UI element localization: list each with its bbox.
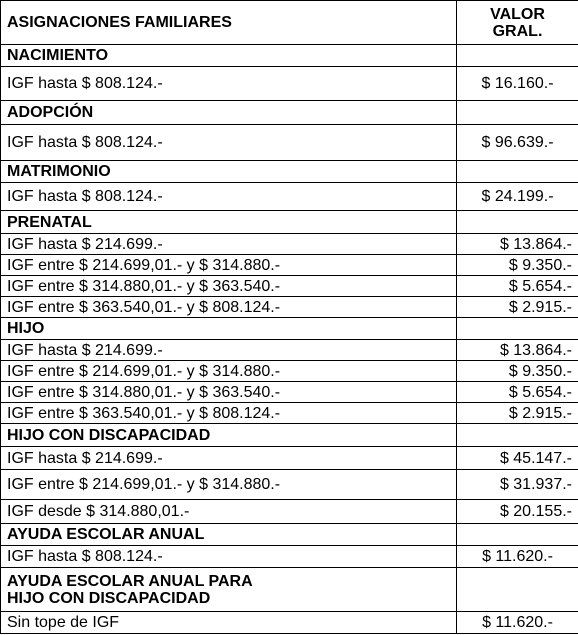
section-value-empty [457,524,578,546]
row-label: IGF hasta $ 808.124.- [1,125,457,161]
section-row [1,568,578,612]
row-label: IGF entre $ 214.699,01.- y $ 314.880.- [1,255,457,276]
row-label: IGF entre $ 214.699,01.- y $ 314.880.- [1,470,457,500]
table-row [1,234,578,255]
row-value: $ 5.654.- [457,382,578,403]
header-row [1,1,578,45]
table-row [1,500,578,524]
row-value: $ 96.639.- [457,125,578,161]
row-label: IGF entre $ 363.540,01.- y $ 808.124.- [1,297,457,318]
table-row [1,125,578,161]
section-title: PRENATAL [1,211,457,234]
section-value-empty [457,318,578,340]
row-value: $ 9.350.- [457,255,578,276]
row-value: $ 20.155.- [457,500,578,524]
section-title [1,568,457,612]
section-title: ADOPCIÓN [1,101,457,125]
header-title: ASIGNACIONES FAMILIARES [1,1,457,45]
row-value: $ 24.199.- [457,183,578,211]
section-row [1,318,578,340]
section-row [1,45,578,67]
section-title: MATRIMONIO [1,161,457,183]
table-row [1,276,578,297]
section-value-empty [457,161,578,183]
row-label: IGF entre $ 214.699,01.- y $ 314.880.- [1,361,457,382]
table-row [1,340,578,361]
row-label: IGF hasta $ 214.699.- [1,447,457,470]
row-value: $ 31.937.- [457,470,578,500]
section-title: AYUDA ESCOLAR ANUAL [1,524,457,546]
section-title: HIJO CON DISCAPACIDAD [1,424,457,447]
row-label: IGF hasta $ 808.124.- [1,183,457,211]
table-row [1,403,578,424]
header-value [457,1,578,45]
table-row [1,183,578,211]
row-label: IGF desde $ 314.880,01.- [1,500,457,524]
section-value-empty [457,45,578,67]
section-value-empty [457,568,578,612]
table-row [1,67,578,101]
section-title-line-2: HIJO CON DISCAPACIDAD [7,589,211,607]
header-value-line-2: GRAL. [492,22,543,40]
row-value: $ 45.147.- [457,447,578,470]
table-row [1,361,578,382]
row-value: $ 5.654.- [457,276,578,297]
row-value: $ 11.620.- [457,612,578,634]
section-value-empty [457,424,578,447]
row-value: $ 9.350.- [457,361,578,382]
section-value-empty [457,101,578,125]
row-label: IGF hasta $ 214.699.- [1,340,457,361]
row-value: $ 2.915.- [457,297,578,318]
row-label: IGF entre $ 314.880,01.- y $ 363.540.- [1,382,457,403]
row-label: IGF entre $ 363.540,01.- y $ 808.124.- [1,403,457,424]
section-title-line-1: AYUDA ESCOLAR ANUAL PARA [7,572,253,590]
row-value: $ 2.915.- [457,403,578,424]
row-label: IGF hasta $ 214.699.- [1,234,457,255]
table-row [1,297,578,318]
section-title: HIJO [1,318,457,340]
section-row [1,161,578,183]
section-title: NACIMIENTO [1,45,457,67]
table-row [1,255,578,276]
row-value: $ 13.864.- [457,234,578,255]
row-value: $ 11.620.- [457,546,578,568]
row-label: IGF hasta $ 808.124.- [1,546,457,568]
row-label: IGF entre $ 314.880,01.- y $ 363.540.- [1,276,457,297]
section-value-empty [457,211,578,234]
table-row [1,470,578,500]
section-row [1,524,578,546]
row-label: Sin tope de IGF [1,612,457,634]
table-row [1,447,578,470]
section-row [1,424,578,447]
header-value-line-1: VALOR [490,5,545,23]
table-row [1,382,578,403]
table-row [1,546,578,568]
table-row [1,612,578,634]
row-label: IGF hasta $ 808.124.- [1,67,457,101]
section-row [1,101,578,125]
section-row [1,211,578,234]
row-value: $ 13.864.- [457,340,578,361]
row-value: $ 16.160.- [457,67,578,101]
